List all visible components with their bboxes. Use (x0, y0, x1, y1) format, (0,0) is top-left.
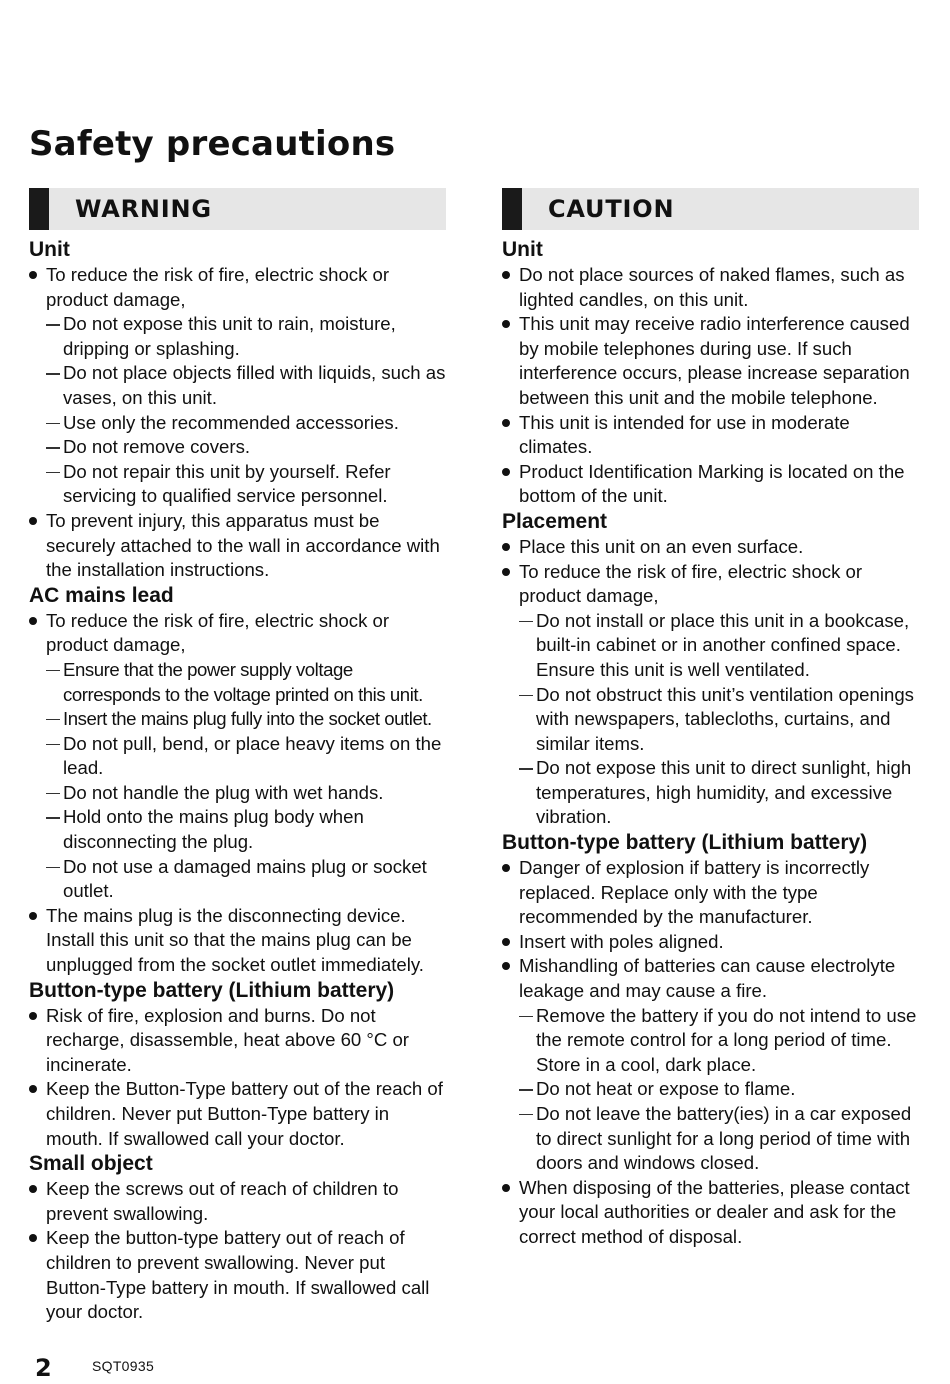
sub-text: Do not leave the battery(ies) in a car exposed to direct sunlight for a long period of time with doors and windows closed. (536, 1103, 912, 1174)
bullet-text: Keep the Button-Type battery out of the reach of children. Never put Button-Type battery in mouth. If swallowed call your doctor. (46, 1078, 443, 1149)
warning-label: WARNING (75, 195, 212, 223)
sub-item (46, 361, 446, 410)
bullet-list (29, 263, 446, 583)
bullet-text: Mishandling of batteries can cause electrolyte leakage and may cause a fire. (519, 955, 896, 1002)
document-code: SQT0935 (92, 1358, 155, 1374)
bullet-text: Risk of fire, explosion and burns. Do not recharge, disassemble, heat above 60 °C or incinerate. (46, 1004, 409, 1075)
sub-text: Do not place objects filled with liquids, such as vases, on this unit. (63, 362, 446, 408)
section-heading: Unit (502, 238, 543, 261)
bullet-icon (502, 1184, 510, 1192)
sub-item (46, 781, 446, 806)
sub-text: Do not obstruct this unit’s ventilation openings with newspapers, tablecloths, curtains, and similar items. (536, 683, 914, 754)
bullet-item (502, 411, 919, 460)
section-heading: AC mains lead (29, 583, 174, 607)
bullet-text: Keep the button-type battery out of reach of children to prevent swallowing. Never put Button-Type battery in mouth. If swallowed call your doctor. (46, 1227, 430, 1323)
section (502, 509, 919, 830)
bullet-item (502, 560, 919, 831)
dash-icon (46, 472, 60, 473)
bullet-text: When disposing of the batteries, please contact your local authorities or dealer and ask for the correct method of disposal. (519, 1176, 910, 1247)
bullet-icon (29, 617, 37, 625)
sub-item (519, 1004, 919, 1078)
sub-item (46, 805, 446, 854)
bullet-text: Insert with poles aligned. (519, 930, 724, 952)
bullet-text: Danger of explosion if battery is incorrectly replaced. Replace only with the type recommended by the manufacturer. (519, 857, 870, 928)
bullet-text: To reduce the risk of fire, electric shock or product damage, (46, 609, 390, 656)
sub-item (46, 411, 446, 436)
sub-item (46, 460, 446, 509)
section (502, 237, 919, 509)
dash-icon (519, 621, 533, 622)
section (29, 583, 446, 978)
sub-item (519, 683, 919, 757)
bullet-icon (29, 1012, 37, 1020)
bullet-item (502, 1176, 919, 1250)
caution-banner (502, 188, 919, 230)
bullet-icon (502, 864, 510, 872)
sub-list (519, 609, 919, 830)
bullet-item (29, 1177, 446, 1226)
bullet-list (502, 263, 919, 509)
dash-icon (46, 744, 60, 745)
dash-icon (46, 423, 60, 424)
warning-sections (29, 237, 446, 1325)
caution-label: CAUTION (548, 195, 675, 223)
bullet-text: This unit is intended for use in moderate climates. (519, 411, 850, 458)
bullet-list (29, 1177, 446, 1325)
dash-icon (46, 867, 60, 868)
bullet-item (502, 460, 919, 509)
sub-item (46, 855, 446, 904)
bullet-text: Product Identification Marking is located on the bottom of the unit. (519, 460, 905, 507)
warning-column (29, 188, 446, 1325)
sub-text: Do not expose this unit to direct sunlight, high temperatures, high humidity, and excessive vibration. (536, 757, 912, 828)
sub-text: Use only the recommended accessories. (63, 411, 399, 433)
sub-item (46, 707, 446, 732)
dash-icon (46, 719, 60, 720)
sub-text: Remove the battery if you do not intend to use the remote control for a long period of time. Store in a cool, dark place. (536, 1004, 917, 1075)
sub-item (519, 609, 919, 683)
bullet-icon (502, 419, 510, 427)
bullet-icon (502, 938, 510, 946)
dash-icon (46, 817, 60, 818)
sub-text: Do not install or place this unit in a bookcase, built-in cabinet or in another confined space. Ensure this unit is well ventilated. (536, 609, 910, 680)
dash-icon (46, 447, 60, 448)
bullet-text: To reduce the risk of fire, electric shock or product damage, (46, 264, 390, 310)
bullet-item (502, 954, 919, 1175)
sub-text: Do not remove covers. (63, 436, 251, 458)
bullet-text: The mains plug is the disconnecting device. Install this unit so that the mains plug can be unplugged from the socket outlet immediately. (46, 904, 424, 976)
sub-item (46, 732, 446, 781)
section (29, 237, 446, 583)
bullet-text: To prevent injury, this apparatus must be securely attached to the wall in accordance with the installation instructions. (46, 509, 440, 581)
bullet-item (29, 904, 446, 978)
bullet-item (29, 1004, 446, 1078)
bullet-icon (29, 1185, 37, 1193)
bullet-text: To reduce the risk of fire, electric shock or product damage, (519, 560, 863, 607)
bullet-item (502, 263, 919, 312)
sub-text: Do not heat or expose to flame. (536, 1078, 796, 1100)
bullet-text: This unit may receive radio interference caused by mobile telephones during use. If such interference occurs, please increase separation between this unit and the mobile telephone. (519, 313, 910, 408)
section-heading: Button-type battery (Lithium battery) (502, 831, 868, 855)
caution-sections (502, 237, 919, 1250)
bullet-item (29, 509, 446, 583)
sub-item (46, 312, 446, 361)
bullet-icon (29, 517, 37, 525)
dash-icon (46, 793, 60, 794)
bullet-item (29, 1226, 446, 1324)
section-heading: Button-type battery (Lithium battery) (29, 978, 395, 1002)
bullet-item (502, 535, 919, 560)
bullet-icon (29, 271, 37, 279)
section (29, 978, 446, 1152)
dash-icon (519, 1114, 533, 1115)
sub-text: Do not pull, bend, or place heavy items on the lead. (63, 732, 442, 779)
section-heading: Placement (502, 509, 608, 533)
bullet-item (502, 856, 919, 930)
sub-text: Hold onto the mains plug body when disconnecting the plug. (63, 806, 364, 853)
bullet-icon (502, 271, 510, 279)
sub-item (519, 1102, 919, 1176)
bullet-list (29, 1004, 446, 1152)
dash-icon (519, 1089, 533, 1090)
sub-text: Insert the mains plug fully into the socket outlet. (63, 708, 432, 730)
sub-text: Do not repair this unit by yourself. Refer servicing to qualified service personnel. (63, 460, 391, 507)
sub-text: Do not handle the plug with wet hands. (63, 781, 384, 803)
bullet-item (29, 263, 446, 509)
bullet-text: Keep the screws out of reach of children to prevent swallowing. (46, 1178, 399, 1224)
sub-list (519, 1004, 919, 1176)
sub-list (46, 312, 446, 509)
bullet-icon (502, 320, 510, 328)
bullet-icon (502, 568, 510, 576)
dash-icon (46, 670, 60, 671)
sub-list (46, 658, 446, 904)
bullet-text: Place this unit on an even surface. (519, 535, 804, 557)
caution-banner-bar (502, 188, 522, 230)
section-heading: Unit (29, 238, 70, 261)
section-heading: Small object (29, 1152, 153, 1176)
page-number: 2 (35, 1354, 52, 1382)
bullet-icon (502, 468, 510, 476)
bullet-list (502, 535, 919, 830)
bullet-list (29, 609, 446, 978)
bullet-item (29, 609, 446, 904)
bullet-item (29, 1077, 446, 1151)
bullet-icon (29, 1085, 37, 1093)
bullet-icon (29, 912, 37, 920)
dash-icon (46, 324, 60, 325)
section (502, 830, 919, 1250)
sub-item (46, 658, 446, 707)
dash-icon (519, 1016, 533, 1017)
sub-text: Do not expose this unit to rain, moisture, dripping or splashing. (63, 313, 396, 359)
page-title: Safety precautions (29, 124, 396, 164)
bullet-text: Do not place sources of naked flames, such as lighted candles, on this unit. (519, 264, 905, 310)
sub-item (519, 1077, 919, 1102)
sub-item (519, 756, 919, 830)
dash-icon (519, 695, 533, 696)
sub-text: Do not use a damaged mains plug or socket outlet. (63, 855, 427, 902)
sub-text: Ensure that the power supply voltage corresponds to the voltage printed on this unit. (63, 658, 423, 705)
dash-icon (46, 373, 60, 374)
bullet-list (502, 856, 919, 1250)
warning-banner-bar (29, 188, 49, 230)
bullet-icon (502, 962, 510, 970)
section (29, 1151, 446, 1325)
bullet-icon (502, 543, 510, 551)
bullet-icon (29, 1234, 37, 1242)
sub-item (46, 435, 446, 460)
caution-column (502, 188, 919, 1250)
bullet-item (502, 312, 919, 410)
dash-icon (519, 768, 533, 769)
bullet-item (502, 930, 919, 955)
warning-banner (29, 188, 446, 230)
